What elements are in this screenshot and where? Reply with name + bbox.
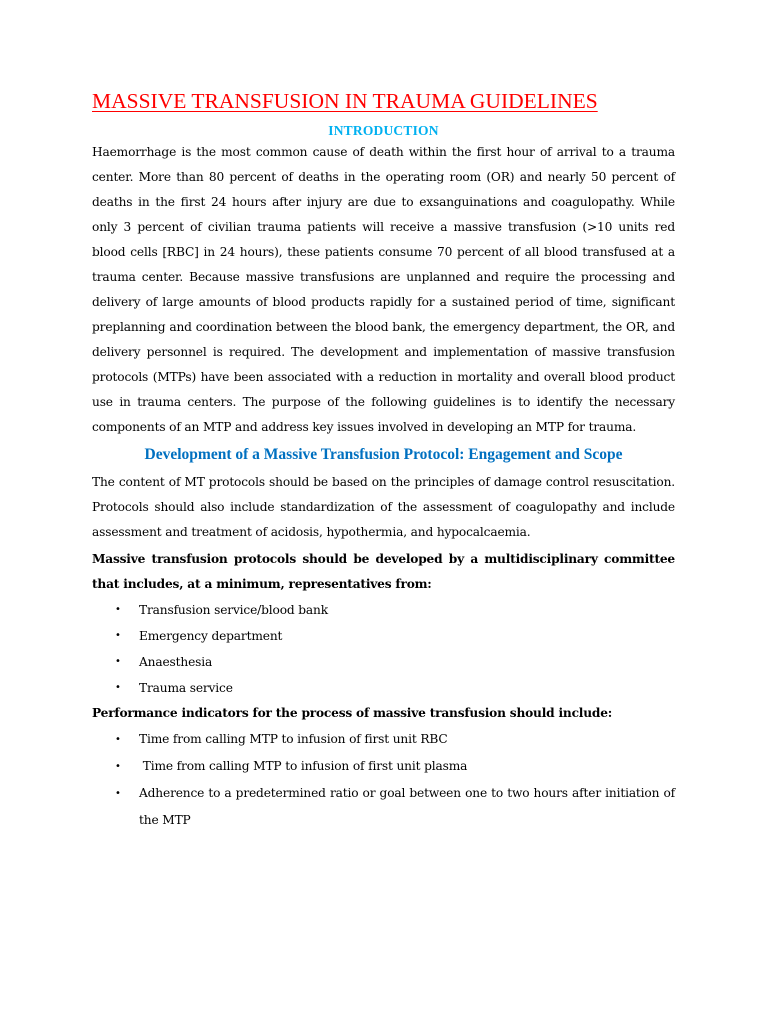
bullet-icon: •: [115, 656, 121, 667]
development-paragraph: The content of MT protocols should be based on the principles of damage control resuscitation. Protocols should also include standardization of the assessment of coagulopathy and include assessment and treatment of acidosis, hypothermia, and hypocalcaemia.: [92, 475, 675, 539]
list-item-text: Time from calling MTP to infusion of first unit plasma: [139, 759, 468, 773]
list-item: [92, 597, 675, 623]
committee-paragraph: Massive transfusion protocols should be developed by a multidisciplinary committee that includes, at a minimum, representatives from:: [92, 552, 675, 591]
list-item: [92, 726, 675, 753]
list-item-text: Anaesthesia: [139, 655, 213, 669]
bullet-icon: •: [115, 682, 121, 693]
committee-list: [92, 597, 675, 701]
bullet-icon: •: [115, 630, 121, 641]
bullet-icon: •: [115, 604, 121, 615]
document-title: MASSIVE TRANSFUSION IN TRAUMA GUIDELINES: [92, 89, 598, 113]
list-item: [92, 753, 675, 780]
list-item-text: Time from calling MTP to infusion of first unit RBC: [139, 732, 448, 746]
performance-paragraph: Performance indicators for the process of massive transfusion should include:: [92, 706, 613, 720]
introduction-heading: INTRODUCTION: [328, 123, 439, 138]
bullet-icon: •: [115, 734, 121, 745]
list-item: [92, 780, 675, 834]
list-item: [92, 649, 675, 675]
bullet-icon: •: [115, 761, 121, 772]
list-item: [92, 675, 675, 701]
list-item-text: Transfusion service/blood bank: [139, 603, 328, 617]
development-heading: Development of a Massive Transfusion Protocol: Engagement and Scope: [144, 446, 623, 463]
bullet-icon: •: [115, 788, 121, 799]
introduction-paragraph: Haemorrhage is the most common cause of death within the first hour of arrival to a trauma center. More than 80 percent of deaths in the operating room (OR) and nearly 50 percent of deaths in the first 24 hours after injury are due to exsanguinations and coagulopathy. While only 3 percent of civilian trauma patients will receive a massive transfusion (>10 units red blood cells [RBC] in 24 hours), these patients consume 70 percent of all blood transfused at a trauma center. Because massive transfusions are unplanned and require the processing and delivery of large amounts of blood products rapidly for a sustained period of time, significant preplanning and coordination between the blood bank, the emergency department, the OR, and delivery personnel is required. The development and implementation of massive transfusion protocols (MTPs) have been associated with a reduction in mortality and overall blood product use in trauma centers. The purpose of the following guidelines is to identify the necessary components of an MTP and address key issues involved in developing an MTP for trauma.: [92, 145, 675, 434]
list-item-text: Trauma service: [139, 681, 233, 695]
performance-list: [92, 726, 675, 834]
list-item: [92, 623, 675, 649]
list-item-text: Adherence to a predetermined ratio or goal between one to two hours after initiation of the MTP: [139, 786, 675, 827]
document-page: [92, 86, 675, 834]
list-item-text: Emergency department: [139, 629, 283, 643]
